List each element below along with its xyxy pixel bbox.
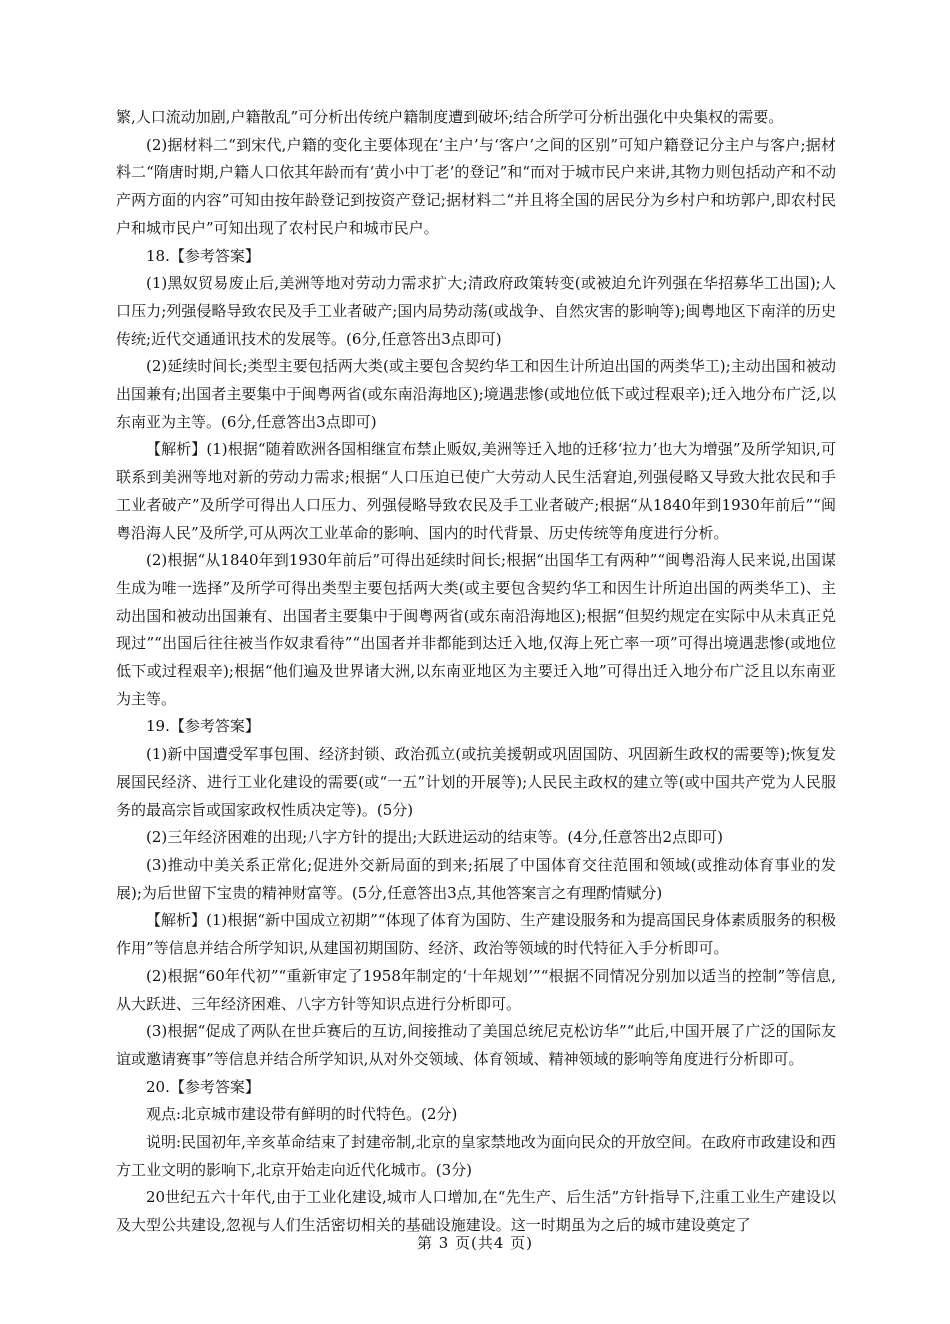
question-heading: 20.【参考答案】 <box>146 1077 260 1096</box>
paragraph: (2)延续时间长;类型主要包括两大类(或主要包含契约华工和因生计所迫出国的两类华工);主动出国和被动出国兼有;出国者主要集中于闽粤两省(或东南沿海地区);境遇悲惨(或地位低下或过程艰辛);迁入地分布广泛,以东南亚为主等。(6分,任意答出3点即可) <box>116 357 836 431</box>
document-body <box>116 104 836 1240</box>
paragraph: (2)根据“60年代初”“重新审定了1958年制定的‘十年规划’”“根据不同情况分别加以适当的控制”等信息,从大跃进、三年经济困难、八字方针等知识点进行分析即可。 <box>116 966 836 1013</box>
page-footer: 第 3 页(共4 页) <box>416 1234 534 1252</box>
paragraph: (2)据材料二“到宋代,户籍的变化主要体现在‘主户’与‘客户’之间的区别”可知户籍登记分主户与客户;据材料二“隋唐时期,户籍人口依其年龄而有‘黄小中丁老’的登记”和“而对于城市民户来讲,其物力则包括动产和不动产两方面的内容”可知由按年龄登记到按资产登记;据材料二“并且将全国的居民分为乡村户和坊郭户,即农村民户和城市民户”可知出现了农村民户和城市民户。 <box>116 135 836 237</box>
paragraph: (2)根据“从1840年到1930年前后”可得出延续时间长;根据“出国华工有两种”“闽粤沿海人民来说,出国谋生成为唯一选择”及所学可得出类型主要包括两大类(或主要包含契约华工和因生计所迫出国的两类华工)、主动出国和被动出国兼有、出国者主要集中于闽粤两省(或东南沿海地区);根据“但契约规定在实际中从未真正兑现过”“出国后往往被当作奴隶看待”“出国者并非都能到达迁入地,仅海上死亡率一项”可得出境遇悲惨(或地位低下或过程艰辛);根据“他们遍及世界诸大洲,以东南亚地区为主要迁入地”可得出迁入地分布广泛且以东南亚为主等。 <box>116 551 836 708</box>
paragraph: 繁,人口流动加剧,户籍散乱”可分析出传统户籍制度遭到破坏;结合所学可分析出强化中央集权的需要。 <box>116 108 784 126</box>
paragraph: (3)根据“促成了两队在世乒赛后的互访,间接推动了美国总统尼克松访华”“此后,中国开展了广泛的国际友谊或邀请赛事”等信息并结合所学知识,从对外交领域、体育领域、精神领域的影响等角度进行分析即可。 <box>116 1022 836 1068</box>
question-heading: 18.【参考答案】 <box>146 246 260 265</box>
paragraph: (3)推动中美关系正常化;促进外交新局面的到来;拓展了中国体育交往范围和领域(或推动体育事业的发展);为后世留下宝贵的精神财富等。(5分,任意答出3点,其他答案言之有理酌情赋分) <box>116 855 836 902</box>
paragraph: 【解析】(1)根据“随着欧洲各国相继宣布禁止贩奴,美洲等迁入地的迁移‘拉力’也大为增强”及所学知识,可联系到美洲等地对新的劳动力需求;根据“人口压迫已使广大劳动人民生活窘迫,列强侵略又导致大批农民和手工业者破产”及所学可得出人口压力、列强侵略导致农民及手工业者破产;根据“从1840年到1930年前后”“闽粤沿海人民”及所学,可从两次工业革命的影响、国内的时代背景、历史传统等角度进行分析。 <box>116 440 836 542</box>
paragraph: 20世纪五六十年代,由于工业化建设,城市人口增加,在“先生产、后生活”方针指导下,注重工业生产建设以及大型公共建设,忽视与人们生活密切相关的基础设施建设。这一时期虽为之后的城市建设奠定了 <box>116 1188 836 1235</box>
paragraph: 观点:北京城市建设带有鲜明的时代特色。(2分) <box>146 1105 458 1124</box>
paragraph: 说明:民国初年,辛亥革命结束了封建帝制,北京的皇家禁地改为面向民众的开放空间。在政府市政建设和西方工业文明的影响下,北京开始走向近代化城市。(3分) <box>116 1133 836 1179</box>
paragraph: (1)新中国遭受军事包围、经济封锁、政治孤立(或抗美援朝或巩固国防、巩固新生政权的需要等);恢复发展国民经济、进行工业化建设的需要(或“一五”计划的开展等);人民民主政权的建立等(或中国共产党为人民服务的最高宗旨或国家政权性质决定等)。(5分) <box>116 745 836 819</box>
paragraph: 【解析】(1)根据“新中国成立初期”“体现了体育为国防、生产建设服务和为提高国民身体素质服务的积极作用”等信息并结合所学知识,从建国初期国防、经济、政治等领域的时代特征入手分析即可。 <box>116 911 836 958</box>
paragraph: (2)三年经济困难的出现;八字方针的提出;大跃进运动的结束等。(4分,任意答出2点即可) <box>146 828 723 847</box>
question-heading: 19.【参考答案】 <box>146 717 260 736</box>
paragraph: (1)黑奴贸易废止后,美洲等地对劳动力需求扩大;清政府政策转变(或被迫允许列强在华招募华工出国);人口压力;列强侵略导致农民及手工业者破产;国内局势动荡(或战争、自然灾害的影响等);闽粤地区下南洋的历史传统;近代交通通讯技术的发展等。(6分,任意答出3点即可) <box>116 274 836 348</box>
